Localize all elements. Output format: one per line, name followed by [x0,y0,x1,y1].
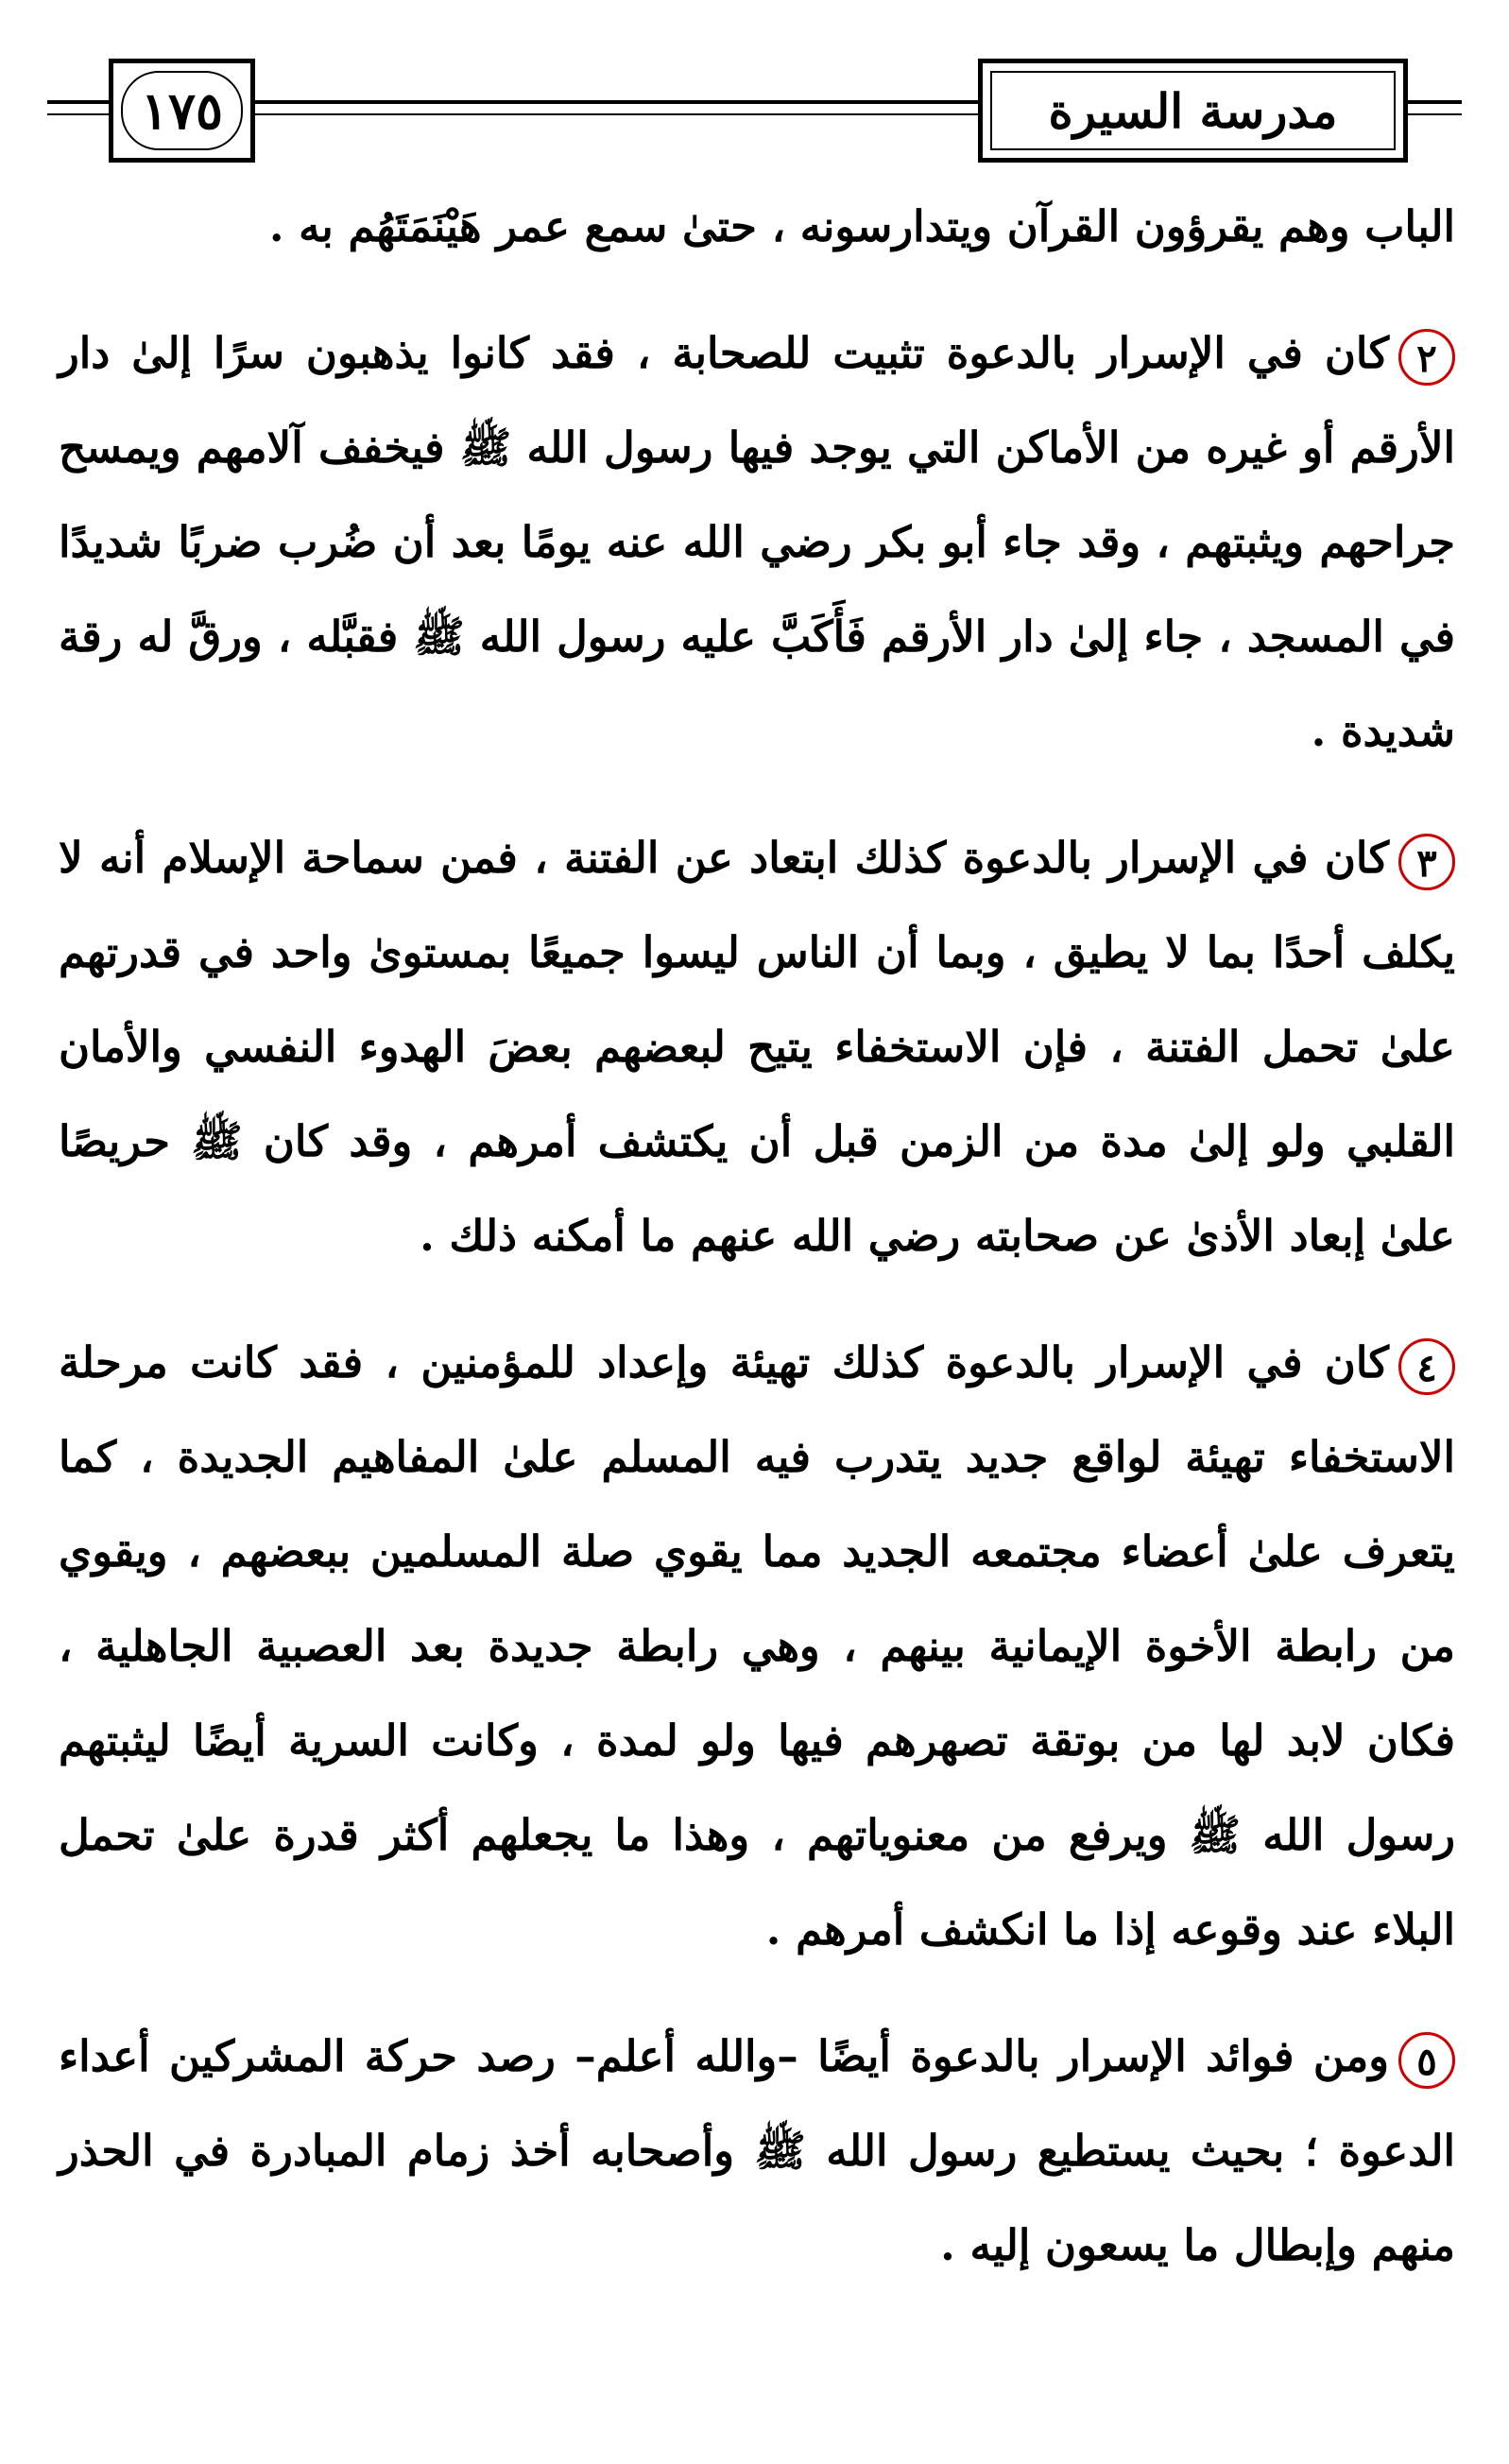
point-number-badge: ٣ [1398,834,1455,890]
page-body [59,180,1455,2325]
point-number-badge: ٤ [1398,1338,1455,1395]
book-title: مدرسة السيرة [990,71,1396,150]
paragraph-continuation [59,180,1455,274]
paragraph-text: كان في الإسرار بالدعوة تثبيت للصحابة ، فقد كانوا يذهبون سرًا إلىٰ دار الأرقم أو غيره من الأماكن التي يوجد فيها رسول الله ﷺ فيخفف آلامهم ويمسح جراحهم ويثبتهم ، وقد جاء أبو بكر رضي الله عنه يومًا بعد أن ضُرب ضربًا شديدًا في المسجد ، جاء إلىٰ دار الأرقم فَأَكَبَّ عليه رسول الله ﷺ فقبَّله ، ورقَّ له رقة شديدة . [59,328,1455,756]
page-number: ١٧٥ [121,71,243,150]
paragraph-text: كان في الإسرار بالدعوة كذلك تهيئة وإعداد للمؤمنين ، فقد كانت مرحلة الاستخفاء تهيئة لواقع جديد يتدرب فيه المسلم علىٰ المفاهيم الجديدة ، كما يتعرف علىٰ أعضاء مجتمعه الجديد مما يقوي صلة المسلمين ببعضهم ، ويقوي من رابطة الأخوة الإيمانية بينهم ، وهي رابطة جديدة بعد العصبية الجاهلية ، فكان لابد لها من بوتقة تصهرهم فيها ولو لمدة ، وكانت السرية أيضًا ليثبتهم رسول الله ﷺ ويرفع من معنوياتهم ، وهذا ما يجعلهم أكثر قدرة علىٰ تحمل البلاء عند وقوعه إذا ما انكشف أمرهم . [59,1337,1455,1955]
paragraph-text: الباب وهم يقرؤون القرآن ويتدارسونه ، حتىٰ سمع عمر هَيْنَمَتَهُم به . [268,201,1455,251]
paragraph-point-5 [59,2009,1455,2293]
page-header [47,59,1462,163]
paragraph-point-4 [59,1316,1455,1977]
paragraph-point-3 [59,811,1455,1284]
point-number-badge: ٢ [1398,329,1455,386]
point-number-badge: ٥ [1398,2032,1455,2089]
book-title-box [978,59,1408,163]
paragraph-text: كان في الإسرار بالدعوة كذلك ابتعاد عن الفتنة ، فمن سماحة الإسلام أنه لا يكلف أحدًا بما لا يطيق ، وبما أن الناس ليسوا جميعًا بمستوىٰ واحد في قدرتهم علىٰ تحمل الفتنة ، فإن الاستخفاء يتيح لبعضهم بعضَ الهدوء النفسي والأمان القلبي ولو إلىٰ مدة من الزمن قبل أن يكتشف أمرهم ، وقد كان ﷺ حريصًا علىٰ إبعاد الأذىٰ عن صحابته رضي الله عنهم ما أمكنه ذلك . [59,833,1455,1261]
paragraph-text: ومن فوائد الإسرار بالدعوة أيضًا –والله أعلم– رصد حركة المشركين أعداء الدعوة ؛ بحيث يستطيع رسول الله ﷺ وأصحابه أخذ زمام المبادرة في الحذر منهم وإبطال ما يسعون إليه . [59,2031,1455,2270]
page-number-box [109,59,255,163]
paragraph-point-2 [59,306,1455,779]
